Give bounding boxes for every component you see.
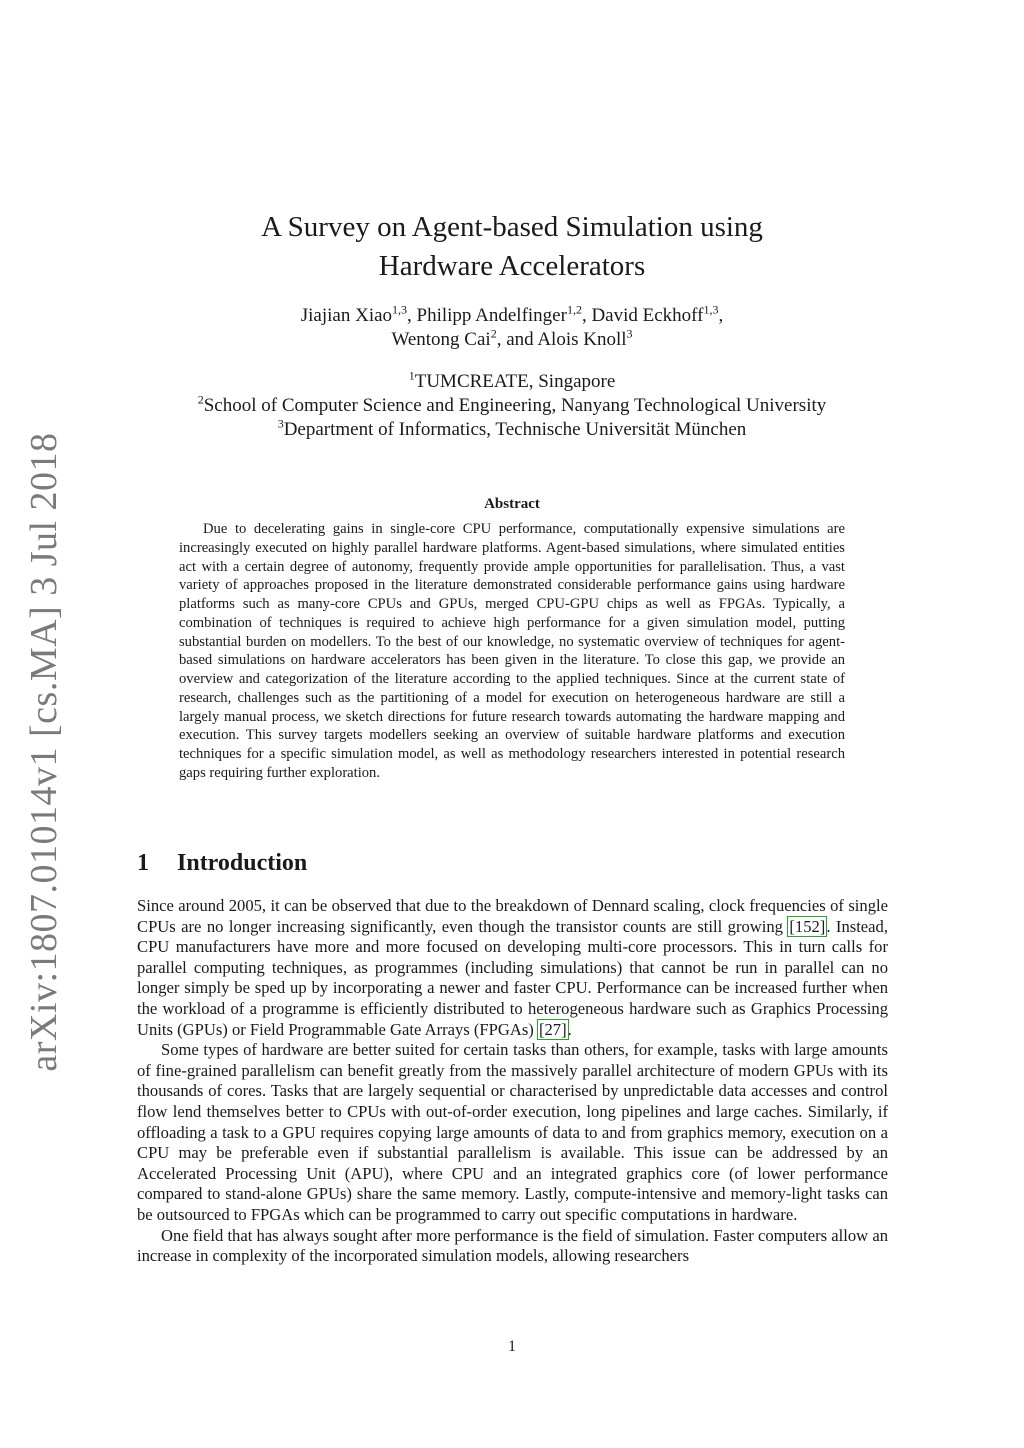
title-line-2: Hardware Accelerators bbox=[378, 250, 646, 282]
title-line-1: A Survey on Agent-based Simulation using bbox=[261, 211, 763, 243]
affiliation-list bbox=[0, 370, 1024, 442]
paragraph-1 bbox=[137, 896, 888, 1040]
paragraph-text: . bbox=[567, 1019, 572, 1039]
paragraph-text: . Instead, CPU manufacturers have more and more focused on developing multi-core processors. This in turn calls for parallel computing techniques, as programmes (including simulations) that cannot be run in parallel can no longer simply be sped up by incorporating a newer and faster CPU. Performance can be increased further when the workload of a programme is efficiently distributed to heterogeneous hardware such as Graphics Processing Units (GPUs) or Field Programmable Gate Arrays (FPGAs) bbox=[137, 916, 888, 1039]
author-affiliation-mark: 1,3 bbox=[392, 302, 408, 317]
author-affiliation-mark: 1,2 bbox=[566, 302, 582, 317]
author-separator: , bbox=[718, 305, 724, 326]
arxiv-identifier: arXiv:1807.01014v1 [cs.MA] 3 Jul 2018 bbox=[23, 432, 65, 1072]
author-affiliation-mark: 2 bbox=[490, 326, 497, 341]
paper-title bbox=[0, 208, 1024, 286]
affiliation-mark: 1 bbox=[408, 368, 415, 383]
abstract-text: Due to decelerating gains in single-core CPU performance, computationally expensive simulations are increasingly executed on highly parallel hardware platforms. Agent-based simulations, where simulated entities act with a certain degree of autonomy, frequently provide ample opportunities for parallelisation. Thus, a vast variety of approaches proposed in the literature demonstrated considerable performance gains using hardware platforms such as many-core CPUs and GPUs, merged CPU-GPU chips as well as FPGAs. Typically, a combination of techniques is required to achieve high performance for a given simulation model, putting substantial burden on modellers. To the best of our knowledge, no systematic overview of techniques for agent-based simulations on hardware accelerators has been given in the literature. To close this gap, we provide an overview and categorization of the literature according to the applied techniques. Since at the current state of research, challenges such as the partitioning of a model for execution on heterogeneous hardware are still a largely manual process, we sketch directions for future research towards automating the hardware mapping and execution. This survey targets modellers seeking an overview of suitable hardware platforms and execution techniques for a specific simulation model, as well as methodology researchers interested in potential research gaps requiring further exploration. bbox=[179, 521, 845, 781]
author-name: Jiajian Xiao bbox=[300, 305, 393, 326]
section-heading-introduction bbox=[137, 850, 307, 877]
affiliation-text: Department of Informatics, Technische Universität München bbox=[283, 419, 747, 440]
author-line-2 bbox=[0, 328, 1024, 352]
page-number: 1 bbox=[508, 1338, 516, 1355]
paragraph-3: One field that has always sought after more performance is the field of simulation. Faster computers allow an increase in complexity of the incorporated simulation models, allowing researchers bbox=[137, 1225, 888, 1266]
author-affiliation-mark: 1,3 bbox=[703, 302, 719, 317]
affiliation-mark: 2 bbox=[197, 392, 204, 407]
section-number: 1 bbox=[137, 850, 149, 876]
citation-link[interactable]: [27] bbox=[538, 1019, 567, 1039]
abstract-heading: Abstract bbox=[484, 496, 540, 512]
author-name: , and Alois Knoll bbox=[496, 329, 627, 350]
affiliation-1 bbox=[0, 370, 1024, 394]
affiliation-text: TUMCREATE, Singapore bbox=[414, 371, 616, 392]
section-title: Introduction bbox=[177, 850, 308, 876]
author-name: Wentong Cai bbox=[391, 329, 491, 350]
paragraph-text: Since around 2005, it can be observed that due to the breakdown of Dennard scaling, clock frequencies of single CPUs are no longer increasing significantly, even though the transistor counts are still growing bbox=[137, 896, 888, 936]
introduction-body bbox=[137, 896, 888, 1267]
affiliation-mark: 3 bbox=[277, 416, 284, 431]
author-list bbox=[0, 304, 1024, 352]
author-name: , David Eckhoff bbox=[581, 305, 704, 326]
paragraph-2: Some types of hardware are better suited for certain tasks than others, for example, tasks with large amounts of fine-grained parallelism can benefit greatly from the massively parallel architecture of modern GPUs with its thousands of cores. Tasks that are largely sequential or characterised by unpredictable data accesses and control flow lend themselves better to CPUs with out-of-order execution, long pipelines and large caches. Similarly, if offloading a task to a GPU requires copying large amounts of data to and from graphics memory, execution on a CPU may be preferable even if substantial parallelism is available. This issue can be addressed by an Accelerated Processing Unit (APU), where CPU and an integrated graphics core (of lower performance compared to stand-alone GPUs) share the same memory. Lastly, compute-intensive and memory-light tasks can be outsourced to FPGAs which can be programmed to carry out specific computations in hardware. bbox=[137, 1040, 888, 1224]
affiliation-text: School of Computer Science and Engineering, Nanyang Technological University bbox=[203, 395, 827, 416]
citation-link[interactable]: [152] bbox=[789, 916, 826, 936]
author-affiliation-mark: 3 bbox=[626, 326, 633, 341]
affiliation-3 bbox=[0, 418, 1024, 442]
author-line-1 bbox=[0, 304, 1024, 328]
author-name: , Philipp Andelfinger bbox=[407, 305, 567, 326]
affiliation-2 bbox=[0, 394, 1024, 418]
